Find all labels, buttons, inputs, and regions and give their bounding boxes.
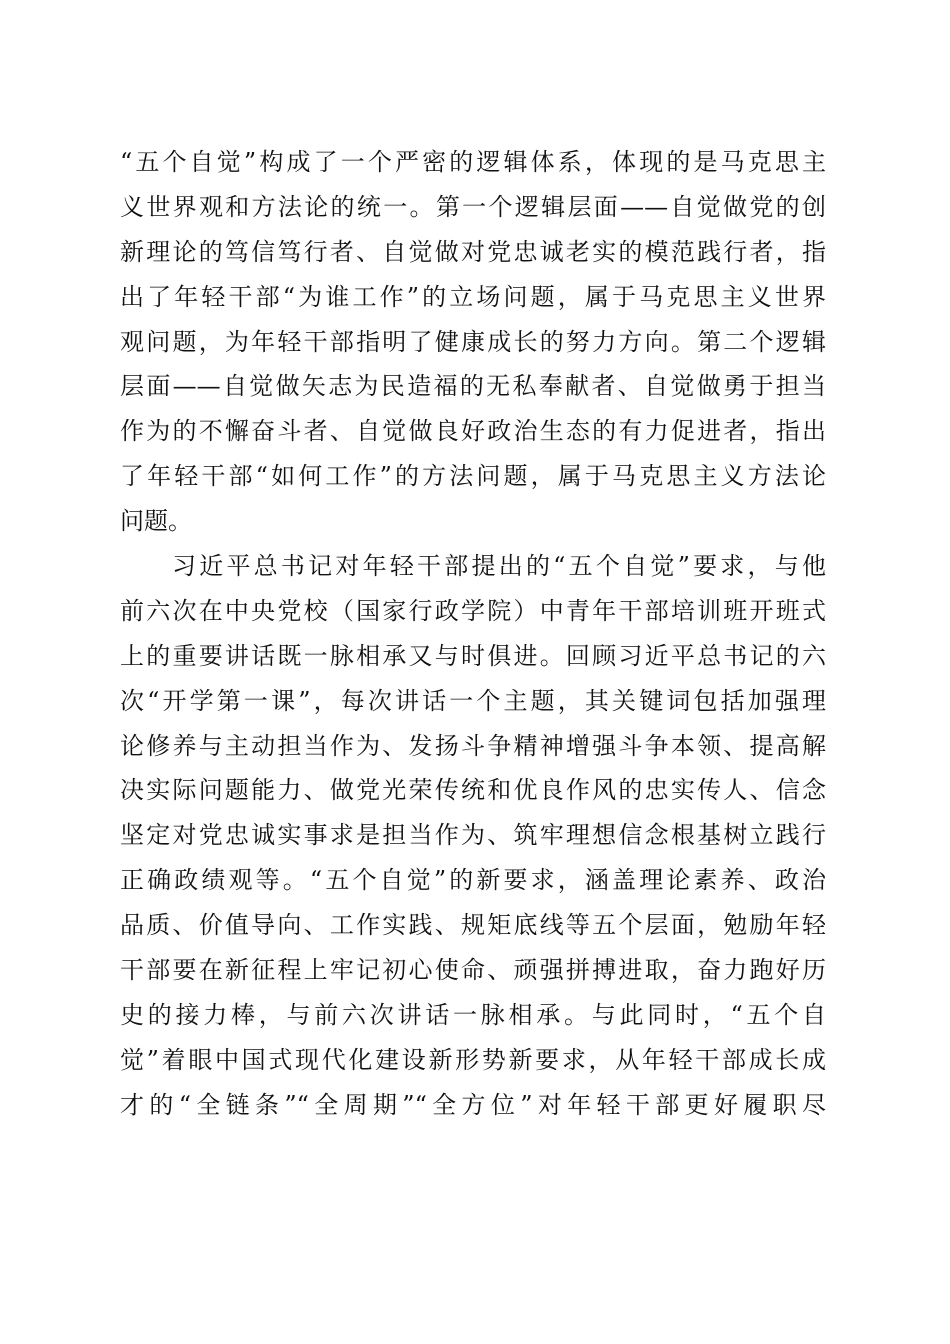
text-line: 品质、价值导向、工作实践、规矩底线等五个层面，勉励年轻 — [120, 911, 826, 940]
text-line: 观问题，为年轻干部指明了健康成长的努力方向。第二个逻辑 — [120, 327, 826, 356]
text-line: 干部要在新征程上牢记初心使命、顽强拼搏进取，奋力跑好历 — [120, 956, 826, 985]
text-line: 次“开学第一课”，每次讲话一个主题，其关键词包括加强理 — [120, 686, 826, 715]
text-line: 作为的不懈奋斗者、自觉做良好政治生态的有力促进者，指出 — [120, 417, 826, 446]
text-line: 觉”着眼中国式现代化建设新形势新要求，从年轻干部成长成 — [120, 1045, 826, 1074]
text-line: 出了年轻干部“为谁工作”的立场问题，属于马克思主义世界 — [120, 282, 826, 311]
text-line: 论修养与主动担当作为、发扬斗争精神增强斗争本领、提高解 — [120, 731, 826, 760]
text-line: 上的重要讲话既一脉相承又与时俱进。回顾习近平总书记的六 — [120, 641, 826, 670]
text-line: 了年轻干部“如何工作”的方法问题，属于马克思主义方法论 — [120, 462, 826, 491]
text-line: 问题。 — [120, 507, 192, 536]
paragraph-1 — [120, 140, 826, 544]
text-line: 义世界观和方法论的统一。第一个逻辑层面——自觉做党的创 — [120, 192, 826, 221]
text-line: 习近平总书记对年轻干部提出的“五个自觉”要求，与他 — [172, 552, 826, 581]
body-text — [120, 140, 826, 1128]
text-line: “五个自觉”构成了一个严密的逻辑体系，体现的是马克思主 — [120, 148, 826, 176]
text-line: 决实际问题能力、做党光荣传统和优良作风的忠实传人、信念 — [120, 776, 826, 805]
text-line: 前六次在中央党校（国家行政学院）中青年干部培训班开班式 — [120, 596, 826, 625]
text-line: 坚定对党忠诚实事求是担当作为、筑牢理想信念根基树立践行 — [120, 821, 826, 850]
text-line: 层面——自觉做矢志为民造福的无私奉献者、自觉做勇于担当 — [120, 372, 826, 401]
text-line: 正确政绩观等。“五个自觉”的新要求，涵盖理论素养、政治 — [120, 866, 826, 895]
text-line: 才的“全链条”“全周期”“全方位”对年轻干部更好履职尽 — [120, 1090, 826, 1119]
paragraph-2 — [120, 544, 826, 1128]
text-line: 史的接力棒，与前六次讲话一脉相承。与此同时，“五个自 — [120, 1000, 826, 1029]
text-line: 新理论的笃信笃行者、自觉做对党忠诚老实的模范践行者，指 — [120, 237, 826, 266]
